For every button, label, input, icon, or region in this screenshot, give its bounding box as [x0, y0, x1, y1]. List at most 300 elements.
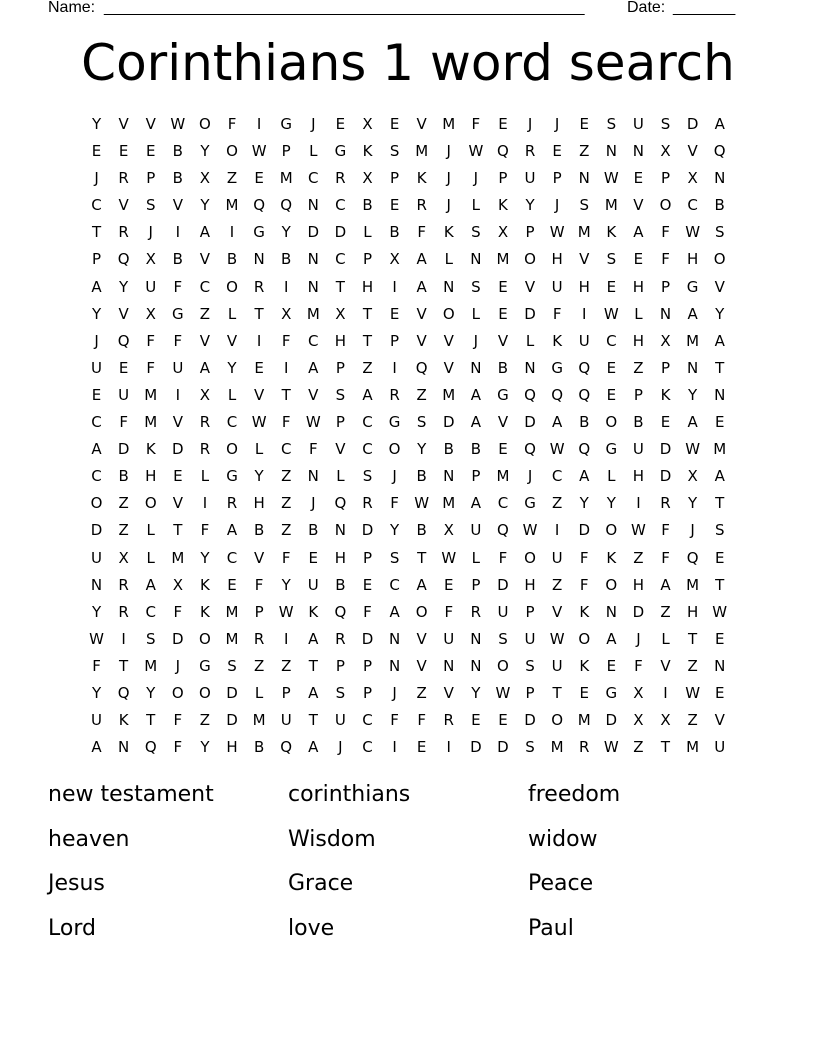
grid-letter: A [308, 358, 319, 377]
grid-letter: E [389, 304, 400, 323]
grid-letter: W [89, 629, 104, 648]
grid-letter: Q [497, 521, 509, 540]
grid-letter: H [551, 250, 563, 269]
grid-letter: E [498, 711, 508, 730]
grid-letter: I [256, 115, 262, 133]
grid-letter: P [146, 169, 156, 188]
grid-letter: W [549, 440, 565, 459]
grid-letter: S [145, 196, 156, 215]
grid-letter: E [335, 115, 346, 133]
grid-letter: X [199, 385, 211, 404]
grid-letter: A [687, 413, 698, 432]
grid-letter: B [172, 250, 183, 269]
grid-letter: O [605, 575, 618, 594]
grid-letter: I [283, 629, 289, 648]
word-list-item: Grace [288, 871, 354, 896]
grid-letter: T [715, 575, 725, 594]
grid-letter: S [525, 656, 535, 675]
grid-letter: A [199, 358, 211, 377]
grid-letter: J [473, 169, 479, 188]
grid-letter: C [551, 467, 563, 486]
grid-letter: B [579, 413, 590, 432]
grid-letter: W [549, 223, 565, 242]
grid-letter: U [307, 575, 319, 594]
grid-letter: V [416, 629, 427, 648]
grid-letter: B [172, 142, 183, 161]
grid-letter: B [335, 575, 346, 594]
grid-letter: E [227, 575, 237, 594]
page-title: Corinthians 1 word search [81, 34, 735, 92]
grid-letter: T [146, 711, 156, 730]
grid-letter: A [470, 413, 481, 432]
grid-letter: M [496, 250, 510, 269]
grid-letter: W [495, 683, 511, 702]
grid-letter: L [254, 440, 264, 459]
grid-letter: I [392, 277, 397, 296]
grid-letter: A [416, 250, 427, 269]
grid-letter: O [497, 656, 509, 675]
grid-letter: D [659, 440, 672, 459]
grid-letter: M [171, 548, 185, 567]
grid-letter: M [604, 196, 618, 215]
grid-letter: I [636, 494, 641, 513]
grid-letter: V [714, 277, 725, 296]
grid-letter: Y [471, 683, 481, 702]
grid-letter: Q [117, 331, 130, 350]
grid-letter: A [660, 575, 671, 594]
grid-letter: U [714, 738, 726, 757]
grid-letter: P [633, 385, 643, 404]
grid-letter: C [91, 467, 102, 486]
grid-letter: P [335, 656, 345, 675]
grid-letter: A [714, 467, 725, 486]
grid-letter: N [714, 656, 726, 675]
grid-letter: N [470, 250, 482, 269]
grid-letter: V [118, 115, 129, 133]
grid-letter: S [606, 115, 617, 133]
grid-letter: H [226, 738, 238, 757]
grid-letter: L [363, 223, 372, 242]
grid-letter: M [144, 385, 158, 404]
grid-letter: A [606, 629, 617, 648]
grid-letter: B [172, 169, 183, 188]
grid-letter: U [443, 629, 455, 648]
grid-letter: W [712, 602, 728, 621]
grid-letter: S [471, 223, 481, 242]
grid-letter: U [578, 331, 590, 350]
grid-letter: N [253, 250, 265, 269]
grid-letter: I [392, 738, 397, 757]
grid-letter: N [443, 656, 455, 675]
grid-letter: F [227, 115, 237, 133]
grid-letter: Z [199, 711, 211, 730]
grid-letter: E [606, 358, 617, 377]
grid-letter: R [335, 169, 346, 188]
grid-letter: O [605, 521, 618, 540]
grid-letter: E [389, 115, 400, 133]
grid-letter: Q [144, 738, 157, 757]
grid-letter: L [309, 142, 318, 161]
grid-letter: G [551, 358, 563, 377]
grid-letter: P [660, 277, 671, 296]
grid-letter: E [118, 142, 129, 161]
grid-letter: V [443, 331, 454, 350]
grid-letter: P [335, 413, 345, 432]
grid-letter: U [524, 629, 536, 648]
grid-letter: L [525, 331, 535, 350]
grid-letter: S [335, 683, 346, 702]
grid-letter: T [715, 494, 725, 513]
word-list-item: corinthians [288, 782, 411, 807]
grid-letter: X [281, 304, 292, 323]
grid-letter: N [388, 629, 401, 648]
grid-letter: O [578, 629, 591, 648]
grid-letter: C [199, 277, 211, 296]
grid-letter: Z [687, 656, 698, 675]
grid-letter: V [416, 304, 427, 323]
grid-letter: U [118, 385, 130, 404]
grid-letter: U [334, 711, 346, 730]
grid-letter: D [334, 223, 347, 242]
word-list [48, 778, 768, 956]
grid-letter: M [577, 223, 591, 242]
grid-letter: Q [524, 440, 536, 459]
grid-letter: O [551, 711, 564, 730]
grid-letter: C [335, 196, 346, 215]
grid-letter: Y [715, 304, 725, 323]
grid-letter: X [443, 521, 454, 540]
grid-letter: S [714, 521, 725, 540]
grid-letter: H [632, 331, 645, 350]
grid-letter: N [443, 467, 455, 486]
grid-letter: R [362, 494, 373, 513]
grid-letter: P [525, 683, 535, 702]
grid-letter: B [633, 413, 644, 432]
word-list-item: Paul [528, 915, 574, 941]
grid-letter: X [660, 142, 671, 161]
grid-letter: Y [200, 196, 210, 215]
grid-letter: W [251, 413, 267, 432]
grid-letter: E [633, 169, 644, 188]
grid-letter: C [226, 413, 238, 432]
grid-letter: R [253, 277, 265, 296]
grid-letter: F [254, 575, 264, 594]
grid-letter: U [497, 602, 509, 621]
grid-letter: S [660, 115, 671, 133]
grid-letter: E [606, 656, 617, 675]
grid-letter: D [442, 413, 455, 432]
grid-letter: C [145, 602, 156, 621]
grid-letter: P [471, 467, 481, 486]
grid-letter: E [579, 683, 589, 702]
grid-letter: Y [254, 467, 264, 486]
grid-letter: Q [334, 602, 347, 621]
grid-letter: V [253, 548, 265, 567]
grid-letter: S [416, 413, 427, 432]
grid-letter: P [552, 169, 562, 188]
grid-letter: D [605, 711, 618, 730]
grid-letter: X [335, 304, 346, 323]
grid-letter: H [524, 575, 536, 594]
grid-letter: T [362, 304, 373, 323]
grid-letter: E [606, 277, 617, 296]
grid-letter: K [200, 575, 210, 594]
grid-letter: A [470, 494, 481, 513]
grid-letter: H [686, 250, 699, 269]
grid-letter: F [661, 250, 670, 269]
grid-letter: S [145, 629, 156, 648]
grid-letter: A [714, 331, 725, 350]
word-list-item: freedom [528, 782, 621, 807]
grid-letter: N [632, 142, 645, 161]
grid-letter: G [172, 304, 184, 323]
grid-letter: M [144, 656, 158, 675]
grid-letter: J [446, 196, 451, 215]
grid-letter: X [497, 223, 509, 242]
letter-grid [83, 114, 735, 764]
grid-letter: X [145, 250, 156, 269]
grid-letter: G [226, 467, 238, 486]
grid-letter: K [362, 142, 373, 161]
grid-letter: E [498, 440, 508, 459]
grid-letter: N [307, 250, 319, 269]
grid-letter: Q [280, 196, 293, 215]
grid-letter: V [145, 115, 156, 133]
grid-letter: R [335, 629, 346, 648]
grid-letter: B [118, 467, 129, 486]
grid-letter: L [471, 304, 481, 323]
grid-letter: W [414, 494, 430, 513]
grid-letter: V [579, 250, 590, 269]
grid-letter: E [714, 548, 725, 567]
grid-letter: F [661, 223, 670, 242]
grid-letter: W [305, 413, 321, 432]
grid-letter: X [362, 115, 373, 133]
grid-letter: H [632, 277, 645, 296]
grid-letter: X [687, 467, 698, 486]
grid-letter: D [497, 738, 509, 757]
grid-letter: P [660, 169, 671, 188]
grid-letter: F [552, 304, 562, 323]
grid-letter: A [308, 738, 319, 757]
grid-letter: M [442, 385, 456, 404]
grid-letter: C [362, 711, 373, 730]
grid-letter: F [390, 711, 399, 730]
grid-letter: A [91, 277, 102, 296]
grid-letter: M [252, 711, 266, 730]
grid-letter: T [362, 331, 373, 350]
grid-letter: L [336, 467, 345, 486]
word-list-item: heaven [48, 826, 130, 852]
grid-letter: J [527, 115, 533, 133]
grid-letter: U [551, 277, 563, 296]
grid-letter: S [498, 629, 508, 648]
grid-letter: E [308, 548, 319, 567]
grid-letter: E [91, 142, 102, 161]
grid-letter: S [362, 467, 373, 486]
grid-letter: Q [117, 683, 130, 702]
grid-letter: B [281, 250, 292, 269]
grid-letter: M [713, 440, 727, 459]
grid-letter: Q [117, 250, 130, 269]
grid-letter: A [308, 629, 319, 648]
grid-letter: F [417, 711, 426, 730]
grid-letter: G [524, 494, 536, 513]
grid-letter: J [311, 494, 316, 513]
grid-letter: Q [578, 440, 591, 459]
grid-letter: N [524, 358, 536, 377]
grid-letter: K [660, 385, 671, 404]
grid-letter: Y [200, 142, 210, 161]
grid-letter: F [173, 331, 183, 350]
grid-letter: T [119, 656, 129, 675]
grid-letter: C [362, 440, 373, 459]
grid-letter: E [389, 196, 400, 215]
grid-letter: O [442, 304, 455, 323]
grid-letter: T [660, 738, 671, 757]
grid-letter: D [172, 629, 184, 648]
grid-letter: F [661, 548, 670, 567]
word-list-item: Jesus [48, 871, 105, 896]
grid-letter: V [172, 413, 183, 432]
grid-letter: V [443, 683, 454, 702]
grid-letter: T [91, 223, 102, 242]
grid-letter: C [308, 169, 319, 188]
grid-letter: A [389, 602, 400, 621]
grid-letter: V [199, 331, 211, 350]
grid-letter: V [118, 196, 129, 215]
grid-letter: J [527, 467, 533, 486]
grid-letter: J [690, 521, 695, 540]
grid-letter: E [714, 413, 725, 432]
grid-letter: P [281, 683, 291, 702]
grid-letter: A [552, 413, 563, 432]
grid-letter: D [524, 711, 536, 730]
grid-letter: S [714, 223, 725, 242]
grid-letter: Y [91, 115, 102, 133]
grid-letter: N [605, 602, 617, 621]
grid-letter: P [362, 683, 372, 702]
grid-letter: M [442, 115, 456, 133]
grid-letter: V [335, 440, 346, 459]
grid-letter: K [579, 656, 590, 675]
grid-letter: Y [606, 494, 616, 513]
grid-letter: F [661, 521, 670, 540]
grid-letter: E [606, 385, 617, 404]
grid-letter: B [443, 440, 454, 459]
grid-letter: U [91, 358, 103, 377]
grid-letter: B [416, 467, 427, 486]
grid-letter: E [552, 142, 562, 161]
grid-letter: C [606, 331, 617, 350]
grid-letter: O [199, 115, 211, 133]
grid-letter: T [715, 358, 725, 377]
grid-letter: C [226, 548, 238, 567]
grid-letter: B [416, 521, 427, 540]
grid-letter: U [145, 277, 157, 296]
grid-letter: I [554, 521, 560, 540]
grid-letter: F [173, 602, 183, 621]
grid-letter: T [552, 683, 562, 702]
grid-letter: I [446, 738, 451, 757]
grid-letter: Z [226, 169, 238, 188]
grid-letter: R [118, 169, 129, 188]
grid-letter: N [334, 521, 346, 540]
grid-letter: V [199, 250, 211, 269]
grid-letter: S [389, 142, 400, 161]
grid-letter: D [659, 467, 672, 486]
date-label: Date: [627, 0, 666, 16]
grid-letter: M [279, 169, 293, 188]
grid-letter: C [280, 440, 292, 459]
grid-letter: D [686, 115, 699, 133]
grid-letter: X [633, 711, 644, 730]
grid-letter: U [172, 358, 184, 377]
grid-letter: N [307, 196, 319, 215]
grid-letter: F [281, 548, 291, 567]
grid-letter: L [200, 467, 210, 486]
grid-letter: R [118, 602, 129, 621]
grid-letter: Z [579, 142, 590, 161]
grid-letter: Z [633, 738, 644, 757]
header [48, 0, 748, 20]
grid-letter: S [579, 196, 589, 215]
grid-letter: F [579, 575, 589, 594]
grid-letter: Q [551, 385, 564, 404]
grid-letter: Y [119, 277, 129, 296]
grid-letter: A [416, 575, 427, 594]
grid-letter: I [663, 683, 668, 702]
grid-letter: Z [416, 385, 427, 404]
grid-letter: R [389, 385, 400, 404]
grid-letter: E [145, 142, 156, 161]
grid-letter: D [226, 711, 238, 730]
grid-letter: Z [281, 467, 292, 486]
grid-letter: N [443, 277, 455, 296]
grid-letter: Z [253, 656, 265, 675]
grid-letter: K [606, 223, 617, 242]
grid-letter: K [552, 331, 563, 350]
grid-letter: Y [281, 223, 291, 242]
grid-letter: X [660, 331, 671, 350]
grid-letter: Z [633, 358, 644, 377]
grid-letter: R [253, 629, 265, 648]
word-list-item: love [288, 915, 335, 941]
grid-letter: J [392, 683, 397, 702]
grid-letter: P [362, 548, 372, 567]
grid-letter: Q [578, 385, 591, 404]
grid-letter: G [334, 142, 347, 161]
grid-letter: V [172, 494, 183, 513]
grid-letter: W [685, 223, 701, 242]
grid-letter: D [226, 683, 238, 702]
grid-letter: X [362, 169, 373, 188]
grid-letter: G [605, 683, 618, 702]
grid-letter: O [388, 440, 401, 459]
grid-letter: O [226, 440, 238, 459]
grid-letter: N [307, 467, 319, 486]
grid-letter: K [606, 548, 617, 567]
grid-letter: P [390, 331, 400, 350]
grid-letter: W [603, 169, 619, 188]
grid-letter: P [525, 602, 535, 621]
grid-letter: H [632, 467, 645, 486]
grid-letter: Z [552, 575, 563, 594]
grid-letter: V [308, 385, 319, 404]
grid-letter: F [363, 602, 372, 621]
grid-letter: Z [118, 521, 129, 540]
grid-letter: F [471, 115, 481, 133]
